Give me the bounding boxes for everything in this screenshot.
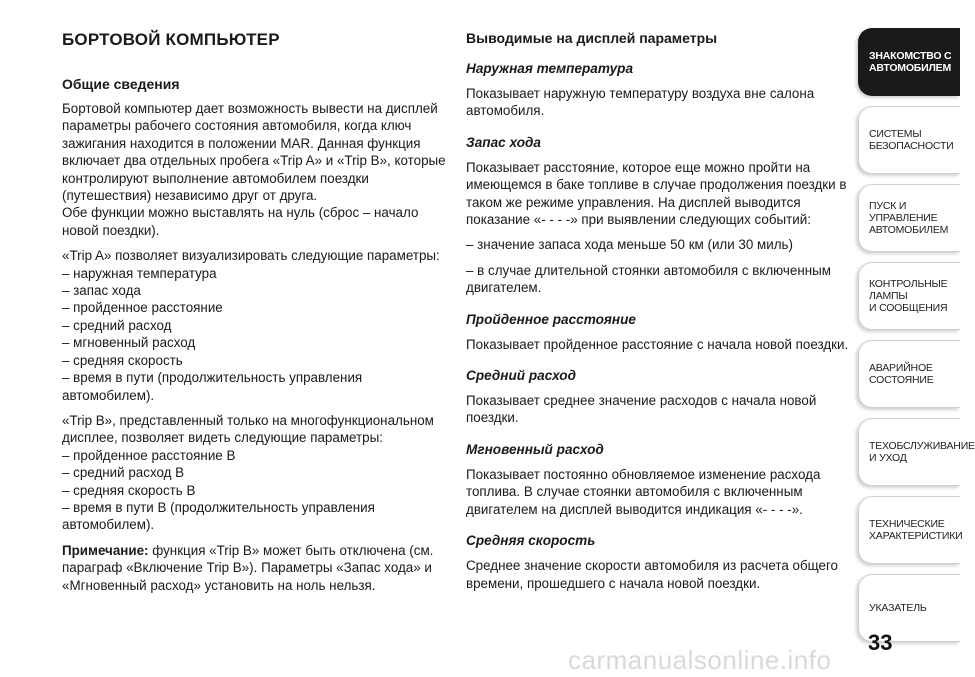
trip-a-item: – время в пути (продолжительность управления автомобилем). (62, 370, 363, 403)
param-description: Показывает наружную температуру воздуха вне салона автомобиля. (466, 86, 815, 119)
general-heading: Общие сведения (62, 76, 180, 92)
chapter-tab[interactable] (858, 184, 960, 252)
param-title: Средняя скорость (466, 533, 596, 549)
chapter-tab-label: УКАЗАТЕЛЬ (869, 602, 927, 614)
param-section (466, 533, 851, 592)
trip-a-item: – наружная температура (62, 265, 217, 281)
chapter-tab[interactable] (858, 496, 963, 564)
param-section (466, 61, 851, 120)
param-section (466, 135, 851, 297)
note-paragraph (62, 542, 447, 594)
display-params-heading: Выводимые на дисплей параметры (466, 30, 718, 46)
left-column (62, 30, 447, 602)
param-sections (466, 61, 851, 592)
param-description: – в случае длительной стоянки автомобиля с включенным двигателем. (466, 262, 831, 296)
chapter-tab-label: АВАРИЙНОЕ СОСТОЯНИЕ (869, 362, 934, 386)
page-title: БОРТОВОЙ КОМПЬЮТЕР (62, 30, 280, 49)
trip-a-item: – средняя скорость (62, 352, 183, 368)
param-section (466, 442, 851, 518)
param-title: Пройденное расстояние (466, 311, 636, 327)
reset-paragraph: Обе функции можно выставлять на нуль (сброс – начало новой поездки). (62, 205, 419, 238)
chapter-tab-label: ПУСК И УПРАВЛЕНИЕ АВТОМОБИЛЕМ (869, 200, 949, 236)
chapter-tab[interactable] (858, 28, 960, 96)
param-title: Средний расход (466, 368, 577, 384)
param-description: Показывает среднее значение расходов с начала новой поездки. (466, 393, 817, 426)
chapter-tab[interactable] (858, 340, 960, 408)
chapter-tab[interactable] (858, 106, 960, 174)
chapter-tab-label: ТЕХНИЧЕСКИЕ ХАРАКТЕРИСТИКИ (869, 518, 963, 542)
page-number: 33 (868, 630, 893, 655)
trip-b-list (62, 447, 447, 534)
param-title: Мгновенный расход (466, 441, 604, 457)
param-description: Среднее значение скорости автомобиля из расчета общего времени, прошедшего с начала новой поездки. (466, 558, 838, 591)
middle-column (466, 30, 851, 607)
note-text: функция «Trip B» может быть отключена (см. параграф «Включение Trip B»). Параметры «Запас хода» и «Мгновенный расход» установить на ноль нельзя. (62, 542, 434, 593)
param-description: Показывает постоянно обновляемое изменение расхода топлива. В случае стоянки автомобиля с включенным двигателем на дисплей выводится индикация «- - - -». (466, 466, 821, 517)
param-title: Запас хода (466, 134, 541, 150)
trip-b-item: – время в пути B (продолжительность управления автомобилем). (62, 499, 375, 533)
watermark: carmanualsonline.info (568, 645, 832, 675)
chapter-tab[interactable] (858, 262, 960, 330)
param-description: Показывает пройденное расстояние с начала новой поездки. (466, 336, 849, 352)
trip-a-item: – запас хода (62, 283, 141, 299)
chapter-tab-label: ТЕХОБСЛУЖИВАНИЕ И УХОД (869, 440, 975, 464)
param-description: Показывает расстояние, которое еще можно пройти на имеющемся в баке топливе в случае продолжения поездки в таком же режиме управления. На дисплей выводится показание «- - - -» при выявлении следующих событий: (466, 159, 847, 228)
chapter-tab-label: КОНТРОЛЬНЫЕ ЛАМПЫ И СООБЩЕНИЯ (869, 278, 948, 314)
trip-a-item: – пройденное расстояние (62, 300, 223, 316)
param-section (466, 312, 851, 353)
trip-a-item: – средний расход (62, 317, 172, 333)
chapter-tab[interactable] (858, 418, 975, 486)
trip-b-item: – средняя скорость B (62, 482, 196, 498)
trip-a-intro: «Trip A» позволяет визуализировать следующие параметры: (62, 248, 440, 264)
param-section (466, 368, 851, 427)
chapter-tab-label: СИСТЕМЫ БЕЗОПАСНОСТИ (869, 128, 954, 152)
trip-b-item: – средний расход B (62, 465, 185, 481)
chapter-tabs (858, 28, 975, 652)
trip-a-item: – мгновенный расход (62, 335, 196, 351)
intro-paragraph: Бортовой компьютер дает возможность вывести на дисплей параметры рабочего состояния автомобиля, когда ключ зажигания находится в положении MAR. Данная функция включает два отдельных пробега «Trip A» и «Trip B», которые контролируют выполнение автомобилем поездки (путешествия) независимо друг от друга. (62, 101, 446, 204)
trip-a-list (62, 265, 447, 404)
param-description: – значение запаса хода меньше 50 км (или 30 миль) (466, 237, 793, 253)
chapter-tab-label: ЗНАКОМСТВО С АВТОМОБИЛЕМ (869, 50, 952, 74)
param-title: Наружная температура (466, 61, 634, 76)
trip-b-item: – пройденное расстояние B (62, 447, 236, 463)
trip-b-intro: «Trip B», представленный только на многофункциональном дисплее, позволяет видеть следующие параметры: (62, 412, 434, 446)
note-label: Примечание: (62, 542, 149, 558)
